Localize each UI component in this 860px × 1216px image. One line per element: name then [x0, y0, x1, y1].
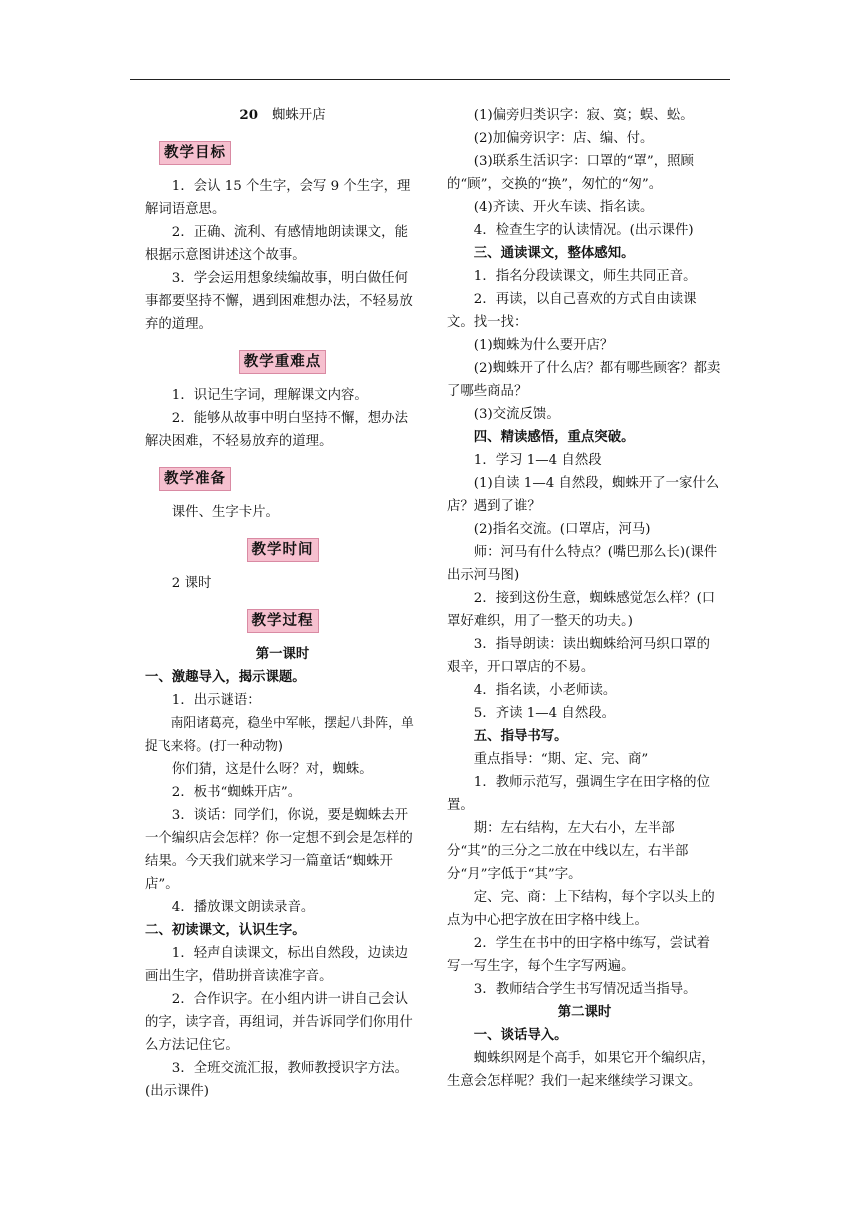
process-item: (3)交流反馈。: [473, 407, 560, 422]
lesson-one-heading: 第一课时: [255, 646, 310, 662]
process-item: 1．教师示范写，强调生字在田字格的位置。: [447, 775, 710, 813]
section-heading: 一、谈话导入。: [473, 1027, 568, 1043]
left-column: [145, 104, 420, 1103]
process-item: (1)偏旁归类识字：寂、寞；蜈、蚣。: [473, 108, 694, 123]
preparation-heading: 教学准备: [159, 467, 420, 491]
process-item: 3．谈话：同学们，你说，要是蜘蛛去开一个编织店会怎样？你一定想不到会是怎样的结果。今天我们就来学习一篇童话“蜘蛛开店”。: [145, 808, 413, 892]
process-item: (3)联系生活识字：口罩的“罩”，照顾的“顾”，交换的“换”，匆忙的“匆”。: [447, 154, 694, 192]
key-point-item: 2．能够从故事中明白坚持不懈，想办法解决困难，不轻易放弃的道理。: [145, 411, 408, 449]
process-item: 1．轻声自读课文，标出自然段，边读边画出生字，借助拼音读准字音。: [145, 946, 408, 984]
goal-item: 3．学会运用想象续编故事，明白做任何事都要坚持不懈，遇到困难想办法，不轻易放弃的道理。: [145, 271, 413, 332]
process-item: 5．齐读 1—4 自然段。: [473, 706, 615, 721]
process-item: (1)自读 1—4 自然段，蜘蛛开了一家什么店？遇到了谁？: [447, 476, 720, 514]
process-item: 3．指导朗读：读出蜘蛛给河马织口罩的艰辛，开口罩店的不易。: [447, 637, 710, 675]
process-item: (2)蜘蛛开了什么店？都有哪些顾客？都卖了哪些商品？: [447, 361, 721, 399]
process-item: 3．全班交流汇报，教师教授识字方法。(出示课件): [145, 1061, 408, 1099]
lesson-two-heading: 第二课时: [557, 1004, 612, 1020]
process-item: 定、完、商：上下结构，每个字以头上的点为中心把字放在田字格中线上。: [447, 890, 715, 928]
process-item: (1)蜘蛛为什么要开店？: [473, 338, 614, 353]
process-item: 师：河马有什么特点？(嘴巴那么长)(课件出示河马图): [447, 545, 718, 583]
lesson-title-text: 蜘蛛开店: [272, 108, 326, 123]
section-heading: 二、初读课文，认识生字。: [145, 922, 306, 938]
time-heading: 教学时间: [145, 538, 420, 562]
process-item: 2．合作识字。在小组内讲一讲自己会认的字，读字音，再组词，并告诉同学们你用什么方法记住它。: [145, 992, 413, 1053]
process-heading: 教学过程: [145, 609, 420, 633]
process-item: 1．学习 1—4 自然段: [473, 453, 602, 468]
goal-item: 1．会认 15 个生字，会写 9 个生字，理解词语意思。: [145, 179, 411, 217]
process-item: 2．接到这份生意，蜘蛛感觉怎么样？(口罩好难织，用了一整天的功夫。): [447, 591, 716, 629]
goal-item: 2．正确、流利、有感情地朗读课文，能根据示意图讲述这个故事。: [145, 225, 408, 263]
lesson-title: [145, 104, 420, 127]
process-item: 4．指名读，小老师读。: [473, 683, 617, 698]
process-item: 3．教师结合学生书写情况适当指导。: [473, 982, 697, 997]
riddle-text: 南阳诸葛亮，稳坐中军帐，摆起八卦阵，单捉飞来将。(打一种动物): [145, 716, 414, 754]
process-item: 2．学生在书中的田字格中练写，尝试着写一写生字，每个生字写两遍。: [447, 936, 710, 974]
process-item: 期：左右结构，左大右小，左半部分“其”的三分之二放在中线以左，右半部分“月”字低于“其”字。: [447, 821, 689, 882]
preparation-text: 课件、生字卡片。: [171, 505, 279, 520]
time-text: 2 课时: [171, 576, 212, 591]
process-item: 你们猜，这是什么呀？对，蜘蛛。: [171, 762, 373, 777]
goals-heading: 教学目标: [159, 141, 420, 165]
lesson-number: 20: [239, 107, 259, 123]
process-item: 4．检查生字的认读情况。(出示课件): [473, 223, 694, 238]
process-item: 1．指名分段读课文，师生共同正音。: [473, 269, 697, 284]
process-item: 4．播放课文朗读录音。: [171, 900, 315, 915]
process-item: 2．板书“蜘蛛开店”。: [171, 785, 302, 800]
section-heading: 三、通读课文，整体感知。: [473, 245, 635, 261]
process-item: 2．再读，以自己喜欢的方式自由读课文。找一找：: [447, 292, 697, 330]
key-point-item: 1．识记生字词，理解课文内容。: [171, 388, 368, 403]
process-item: (4)齐读、开火车读、指名读。: [473, 200, 654, 215]
header-rule: [130, 79, 730, 80]
process-item: 重点指导：“期、定、完、商”: [473, 752, 649, 767]
process-item: 蜘蛛织网是个高手，如果它开个编织店，生意会怎样呢？我们一起来继续学习课文。: [447, 1051, 715, 1089]
process-item: (2)指名交流。(口罩店，河马): [473, 522, 651, 537]
section-heading: 四、精读感悟，重点突破。: [473, 429, 635, 445]
process-item: (2)加偏旁识字：店、编、付。: [473, 131, 654, 146]
section-heading: 五、指导书写。: [473, 728, 568, 744]
key-points-heading: 教学重难点: [145, 350, 420, 374]
section-heading: 一、激趣导入，揭示课题。: [145, 669, 306, 685]
process-item: 1．出示谜语：: [171, 693, 261, 708]
right-column: [447, 104, 722, 1093]
